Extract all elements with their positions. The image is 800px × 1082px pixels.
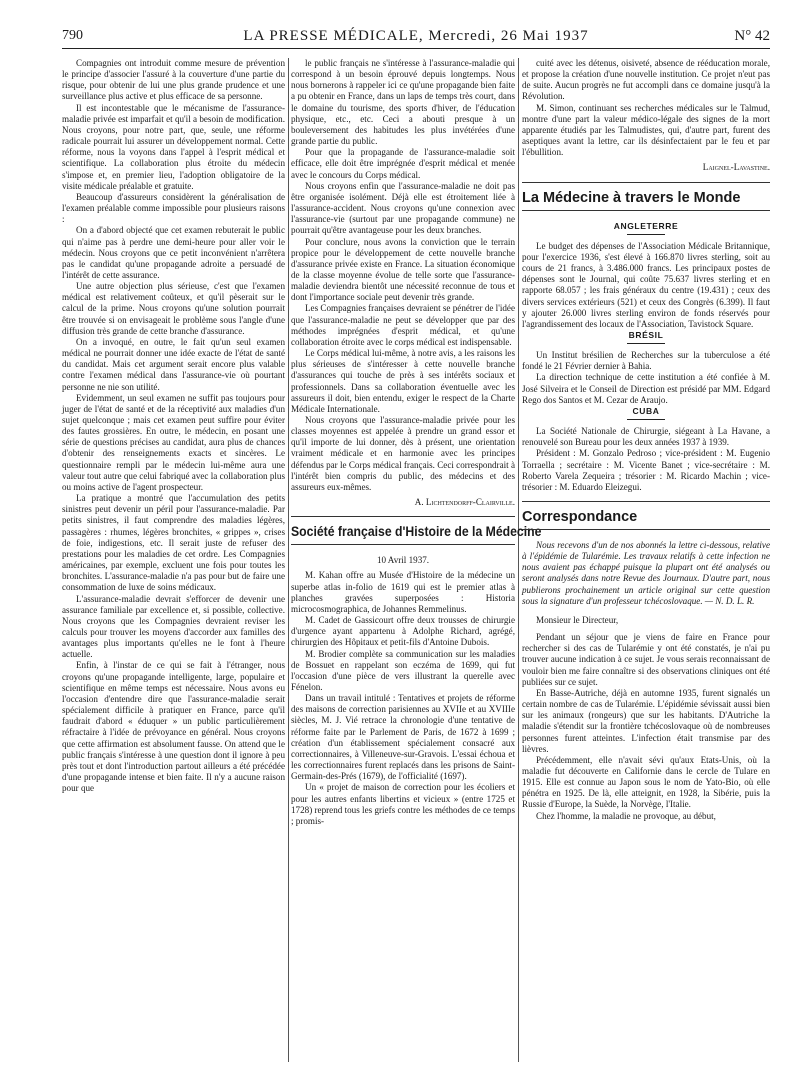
issue-number: N° 42 [734,28,770,44]
section-rule [522,210,770,211]
paragraph: Pour conclure, nous avons la conviction que le terrain propice pour le développement de cette nouvelle branche d'assurance privée existe en France. La situation économique de la classe moyenne évolue de telle sorte que l'assurance-maladie deviendra bientôt une nécessité reconnue de tous et dont l'importance sociale peut devenir très grande. [291,236,515,303]
section-rule [291,544,515,545]
paragraph: Une autre objection plus sérieuse, c'est que l'examen médical est relativement coûteux, et qu'il pèserait sur le calcul de la prime. Nous croyons qu'une solution pourrait être trouvée si on envisageait le problème sous l'angle d'une diffusion très grande de cette branche d'assurance. [62,281,285,336]
paragraph: Nous croyons enfin que l'assurance-maladie ne doit pas être organisée isolément. Déjà elle est étroitement liée à l'assurance-accident. Nous croyons qu'une connexion avec l'assurance-vie (surtout par une propagande commune) ne pourrait qu'être avantageuse pour les deux branches. [291,180,515,236]
paragraph: En Basse-Autriche, déjà en automne 1935, furent signalés un certain nombre de cas de Tularémie. L'épidémie sévissait aussi bien sur les animaux (rongeurs) que sur les habitants. D'Autriche la maladie s'étendit sur la frontière tchécoslovaque où de nombreuses personnes furent atteintes. L'infection était transmise par des lièvres. [522,687,770,754]
column-divider [288,58,289,1062]
paragraph: Chez l'homme, la maladie ne provoque, au début, [536,810,716,821]
column-divider [518,58,519,1062]
paragraph: Dans un travail intitulé : Tentatives et projets de réforme des maisons de correction parisiennes au XVIIe et au XVIIIe siècles, M. J. Vié retrace la chronologie d'une tentative de réforme faite par le Parlement de Paris, de 1672 à 1699 ; création d'un établissement spécialement consacré aux correctionnaires, à Villeneuve-sur-Gravois. L'essai échoua et les correctionnaires furent replacés dans les prisons de Saint-Germain-des-Prés (1679), de l'officialité (1697). [291,693,515,782]
short-rule [627,343,665,344]
paragraph: le public français ne s'intéresse à l'assurance-maladie qui correspond à un besoin éprouvé depuis longtemps. Nous nous bornerons à rappeler ici ce qu'une propagande bien faite a pu obtenir en France, dans un laps de temps très court, dans le domaine du tourisme, des sports d'hiver, de l'éducation physique, etc., etc. Ceci a abouti presque à un bouleversement des habitudes les plus invétérées d'une grande partie du public. [291,58,515,147]
column-3 [522,58,770,822]
section-title-correspondance: Correspondance [522,509,638,525]
section-title-monde: La Médecine à travers le Monde [522,189,741,206]
editor-note: Nous recevons d'un de nos abonnés la lettre ci-dessous, relative à l'épidémie de Tularémie. Les travaux relatifs à cette infection ne nous avaient pas échappé puisque la plupart ont été analysés ou seront analysés dans notre Revue des Journaux. D'autre part, nous publierons prochainement un article original sur cette question sous la signature d'un professeur tchécoslovaque. — N. D. L. R. [522,540,770,606]
section-rule [522,182,770,183]
paragraph: M. Kahan offre au Musée d'Histoire de la médecine un superbe atlas in-folio de 1619 qui est le premier atlas à planches gravées superposées : Historia microcosmographica, de Johannes Remmelinus. [291,570,515,614]
paragraph: Evidemment, un seul examen ne suffit pas toujours pour juger de l'état de santé et de la réceptivité aux maladies d'un sujet quelconque ; mais cet examen peut suffire pour éviter des fautes grossières. En outre, le médecin, en posant une série de questions précises au candidat, aura plus de chances d'obtenir des renseignements exacts et sincères. Le questionnaire rempli par le médecin lui-même aura une valeur tout autre que celui fabriqué avec la collaboration plus ou moins active de l'agent prospecteur. [62,392,285,492]
section-rule [522,501,770,502]
paragraph: L'assurance-maladie devrait s'efforcer de devenir une assurance familiale par excellence et, si possible, collective. Nous croyons que les Compagnies devraient reviser les calculs pour trouver les moyens d'accorder aux familles des avantages plus importants qu'elles ne le font à l'heure actuelle. [62,593,285,660]
paragraph: On a invoqué, en outre, le fait qu'un seul examen médical ne pourrait donner une idée exacte de l'état de santé du candidat. Mais cet argument serait encore plus valable contre l'examen médical dans l'assurance-vie où pourtant personne ne nie son utilité. [62,336,285,392]
page-header [62,28,770,50]
page-number: 790 [62,28,83,43]
short-rule [627,419,665,420]
paragraph: Les Compagnies françaises devraient se pénétrer de l'idée que l'assurance-maladie ne peut se développer que par des méthodes imprégnées d'esprit médical, et qu'une collaboration étroite avec le corps médical est indispensable. [291,303,515,347]
paragraph: Pendant un séjour que je viens de faire en France pour rechercher si des cas de Tularémie y ont été constatés, je n'ai pu trouver aucune indication à ce sujet. Je vous serais reconnaissant de vouloir bien me faire connaître si des observations cliniques ont été publiées sur ce sujet. [522,632,770,687]
section-rule [291,516,515,517]
paragraph: Le budget des dépenses de l'Association Médicale Britannique, pour l'exercice 1936, s'est élevé à 166.870 livres sterling, soit au cours de 21 francs, à 3.486.000 francs. Les principaux postes de dépenses sont le Journal, qui coûte 75.637 livres sterling et en rapporte 68.057 ; les frais généraux du centre (19.431) ; ceux des divers services extérieurs (521) et ceux des Congrès (6.399). Il faut y ajouter 26.000 livres sterling environ de fonds réservés pour l'agrandissement des locaux de l'Association, Tavistock Square. [522,240,770,329]
section-rule [522,529,770,530]
paragraph: M. Brodier complète sa communication sur les maladies de Bossuet en rappelant son eczéma de 1699, qui fut l'occasion d'une pièce de vers illustrant la querelle avec Fénelon. [291,648,515,692]
paragraph: Le Corps médical lui-même, à notre avis, a les raisons les plus sérieuses de s'intéresser à cette nouvelle branche d'assurances qui touche de près à ses intérêts sociaux et professionnels. Dans sa collaboration éventuelle avec les assureurs il doit, bien entendu, exiger le respect de la Charte Médicale Internationale. [291,348,515,414]
country-heading: BRÉSIL [628,329,664,340]
letter-greeting: Monsieur le Directeur, [536,614,619,625]
column-1 [62,58,285,794]
paragraph: cuité avec les détenus, oisiveté, absence de rééducation morale, et propose la création d'une nouvelle institution. Ce projet n'eut pas de suite. Aucun progrès ne fut accompli dans ce domaine jusqu'à la Révolution. [522,58,770,102]
paragraph: Compagnies ont introduit comme mesure de prévention le principe d'associer l'assuré à la couverture d'une partie du risque, pour obtenir de lui une plus grande prudence et une surveillance plus active et plus efficace de sa personne. [62,58,285,102]
paragraph: Un « projet de maison de correction pour les écoliers et pour les autres enfants libertins et vicieux » (entre 1725 et 1728) reprend tous les griefs contre les méthodes de ce temps ; promis- [291,782,515,826]
session-date: 10 Avril 1937. [376,555,430,566]
paragraph: M. Cadet de Gassicourt offre deux trousses de chirurgie d'urgence ayant appartenu à Adolphe Richard, agrégé, chirurgien des Hôpitaux et petit-fils d'Antoine Dubois. [291,615,515,648]
paragraph: On a d'abord objecté que cet examen rebuterait le public qui n'aime pas à perdre une demi-heure pour aller voir le médecin. Nous croyons que ce petit inconvénient n'arrêtera pas le candidat qu'une propagande adroite a persuadé de l'intérêt de cette assurance. [62,225,285,280]
paragraph: La Société Nationale de Chirurgie, siégeant à La Havane, a renouvelé son Bureau pour les deux années 1937 à 1939. [522,426,770,448]
journal-title: LA PRESSE MÉDICALE, Mercredi, 26 Mai 1937 [243,28,589,44]
paragraph: Précédemment, elle n'avait sévi qu'aux Etats-Unis, où la maladie fut découverte en Californie dans le cercle de Tulare en 1915. Elle est connue au Japon sous le nom de Yato-Bio, où elle pénétra en 1925. De là, elle atteignit, en 1928, la Sibérie, puis la Russie d'Europe, la Suède, la Norvège, l'Italie. [522,754,770,810]
article-signature: Laignel-Lavastine. [702,162,770,173]
column-2 [291,58,542,827]
paragraph: Il est incontestable que le mécanisme de l'assurance-maladie privée est imparfait et qu'il a besoin de modification. Nous croyons, pour notre part, que, seule, une réforme radicale pourrait lui assurer un développement normal. Cette réforme, nous la voyons dans l'appel à l'esprit médical et scientifique. La collaboration plus étroite du médecin s'impose et, en premier lieu, l'adoption obligatoire de la visite médicale préalable et gratuite. [62,102,285,191]
country-heading: CUBA [632,405,660,416]
article-signature: A. Lichtendorff-Clairville. [414,497,515,508]
paragraph: Un Institut brésilien de Recherches sur la tuberculose a été fondé le 21 Février dernier à Bahia. [522,350,770,372]
paragraph: La pratique a montré que l'accumulation des petits sinistres peut devenir un péril pour l'assurance-maladie. Par petits sinistres, il faut comprendre des maladies légères, passagères : rhumes, légères bronchites, « grippes », crises de foie, indigestions, etc. Il serait juste de refuser des prestations pour les maladies de cet ordre. Les Compagnies américaines, par exemple, excluent une fois pour toutes les bronchites. L'assurance-maladie n'a pas pour but de faire une consommation de luxe de soins médicaux. [62,493,285,593]
paragraph: Président : M. Gonzalo Pedroso ; vice-président : M. Eugenio Torraella ; secrétaire : M. Vicente Banet ; vice-secrétaire : M. Roberto Varela Zequeira ; trésorier : M. Ricardo Machin ; vice-trésorier : M. Eduardo Eleizegui. [522,448,770,492]
header-rule [62,48,770,49]
short-rule [627,234,665,235]
paragraph: Pour que la propagande de l'assurance-maladie soit efficace, elle doit être imprégnée d'esprit médical et menée avec le concours du Corps médical. [291,147,515,180]
paragraph: Nous croyons que l'assurance-maladie privée pour les classes moyennes est appelée à prendre un grand essor et qu'il importe de lui donner, dès à présent, une orientation vraiment médicale et en harmonie avec les principes défendus par le Corps médical français. Ceci correspondrait à l'intérêt bien compris du public, des médecins et des assureurs eux-mêmes. [291,415,515,492]
paragraph: M. Simon, continuant ses recherches médicales sur le Talmud, montre d'une part la valeur médico-légale des signes de la mort apparente étudiés par les Talmudistes, qui, d'autre part, furent des aseptiques avant la lettre, car ils désinfectaient par le feu et par l'ébullition. [522,102,770,158]
paragraph: La direction technique de cette institution a été confiée à M. José Silveira et le Conseil de Direction est présidé par MM. Edgard Rego dos Santos et M. Cezar de Araujo. [522,372,770,405]
paragraph: Beaucoup d'assureurs considèrent la généralisation de l'examen préalable comme impossible pour plusieurs raisons : [62,191,285,225]
section-title-societe: Société française d'Histoire de la Médecine [291,524,542,540]
country-heading: ANGLETERRE [613,220,679,231]
paragraph: Enfin, à l'instar de ce qui se fait à l'étranger, nous croyons qu'une propagande intelligente, large, populaire et scientifique en même temps est nécessaire. Nous avons eu l'occasion d'entendre dire que l'assurance-maladie serait spécialement difficile à pratiquer en France, parce qu'il faudrait d'abord « éduquer » un public particulièrement réfractaire à l'idée de prévoyance en général. Nous croyons que cette affirmation est absolument fausse. On attend que le public français s'intéresse à une question dont il ignore à peu près tout et dont l'introduction partout ailleurs a été précédée d'une propagande intense et bien faite. Il n'y a aucune raison pour que [62,660,285,794]
